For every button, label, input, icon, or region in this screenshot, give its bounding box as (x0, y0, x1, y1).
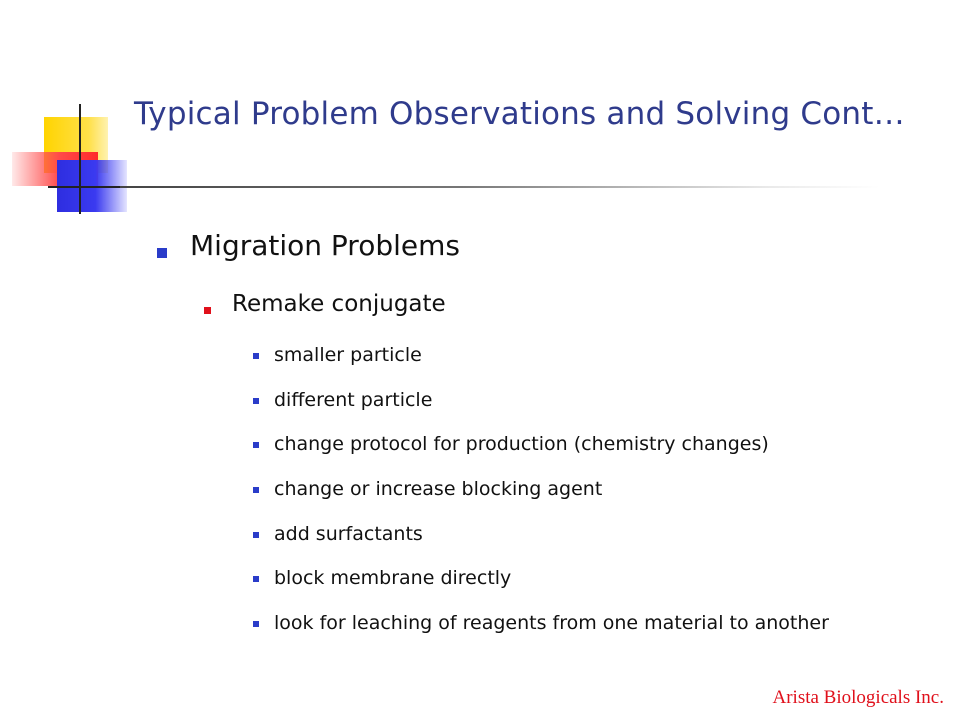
bullet-square-icon (253, 621, 259, 627)
bullet-level3: change or increase blocking agent (274, 478, 603, 500)
bullet-level3: look for leaching of reagents from one material to another (274, 612, 829, 634)
bullet-square-icon (253, 532, 259, 538)
bullet-square-icon (253, 353, 259, 359)
decor-vertical-line (79, 104, 81, 214)
title-underline (120, 186, 880, 188)
bullet-level3: add surfactants (274, 523, 423, 545)
bullet-level3: different particle (274, 389, 433, 411)
bullet-square-icon (253, 576, 259, 582)
bullet-level3: change protocol for production (chemistry changes) (274, 433, 769, 455)
footer-company: Arista Biologicals Inc. (772, 687, 944, 708)
bullet-square-icon (253, 487, 259, 493)
bullet-square-icon (204, 307, 211, 314)
bullet-square-icon (157, 248, 167, 258)
bullet-level3: smaller particle (274, 344, 422, 366)
bullet-square-icon (253, 398, 259, 404)
bullet-level2: Remake conjugate (232, 291, 446, 317)
bullet-level1: Migration Problems (190, 229, 460, 262)
bullet-level3: block membrane directly (274, 567, 512, 589)
bullet-square-icon (253, 442, 259, 448)
slide-title: Typical Problem Observations and Solving Cont… (134, 96, 905, 132)
